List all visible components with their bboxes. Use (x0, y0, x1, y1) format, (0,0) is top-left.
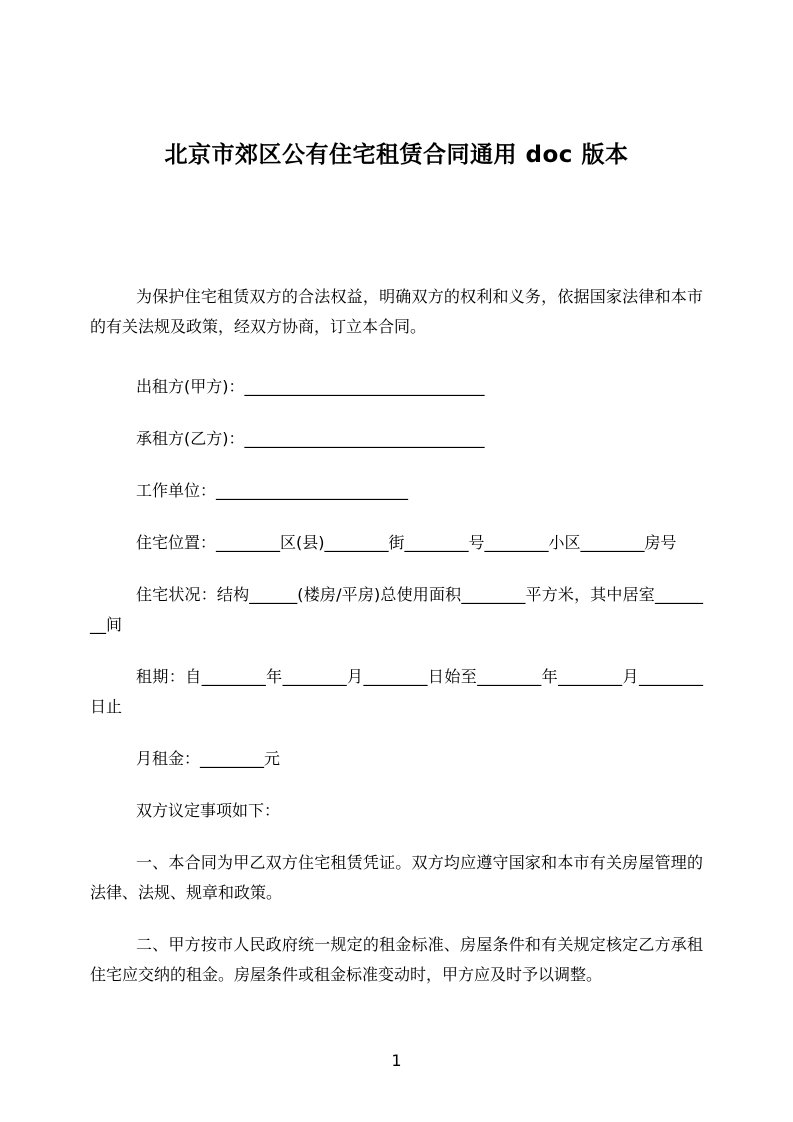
clause-1: 一、本合同为甲乙双方住宅租赁凭证。双方均应遵守国家和本市有关房屋管理的法律、法规、规章和政策。 (90, 853, 703, 902)
field-lessor-line: 出租方(甲方)：______________________________ (136, 377, 485, 396)
field-residence-location-line: 住宅位置：________区(县)________街________号________小区________房号 (136, 533, 677, 552)
agreement-heading: 双方议定事项如下： (136, 801, 281, 820)
field-monthly-rent-line: 月租金：________元 (136, 749, 281, 768)
field-lease-term-line: 租期：自________年________月________日始至________年________月________日止 (90, 667, 703, 716)
intro-paragraph: 为保护住宅租赁双方的合法权益，明确双方的权利和义务，依据国家法律和本市的有关法规及政策，经双方协商，订立本合同。 (90, 287, 703, 336)
field-residence-condition-line: 住宅状况：结构______(楼房/平房)总使用面积________平方米，其中居室________间 (90, 585, 703, 634)
page-number: 1 (391, 1051, 402, 1070)
field-work-unit-line: 工作单位：________________________ (136, 481, 409, 500)
field-lessee-line: 承租方(乙方)：______________________________ (136, 429, 485, 448)
clause-2: 二、甲方按市人民政府统一规定的租金标准、房屋条件和有关规定核定乙方承租住宅应交纳的租金。房屋条件或租金标准变动时，甲方应及时予以调整。 (90, 935, 703, 984)
document-title: 北京市郊区公有住宅租赁合同通用 doc 版本 (164, 142, 629, 168)
